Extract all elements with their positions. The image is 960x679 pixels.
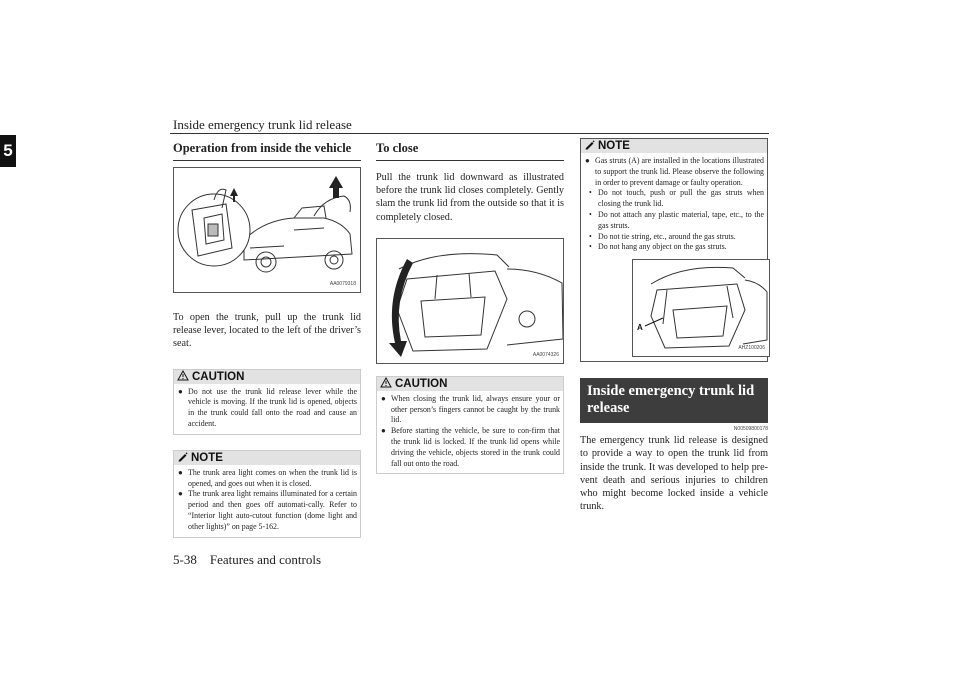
caution-box-to-close [376,376,564,475]
list-item [177,468,357,490]
figure-code: AA0074326 [532,351,559,358]
note-item-text: The trunk area light remains illuminated for a certain period and then goes off automati-cally. Refer to “Interior light auto-cutout function (dome light and other lights)” on page 5-162. [188,489,357,531]
sub-bullet-icon: • [589,242,592,252]
caution-list [380,394,560,470]
sub-list-item [584,210,764,232]
column-to-close [376,138,564,474]
running-header: Inside emergency trunk lid release [173,117,352,132]
figure-trunk-release-lever [173,167,361,293]
list-item [380,426,560,469]
sub-list-item [584,232,764,243]
sub-item-text: Do not touch, push or pull the gas struts when closing the trunk lid. [598,188,764,209]
header-rule [170,133,769,134]
section-title-to-close: To close [376,138,564,161]
figure-closing-trunk [376,238,564,364]
figure-gas-struts [632,259,770,357]
warning-triangle-icon [177,370,189,384]
gas-strut-illustration [633,260,769,356]
note-header [174,451,360,465]
column-operation-inside [173,138,361,538]
note-intro-text: Gas struts (A) are installed in the locations illustrated to support the trunk lid. Please observe the following in order to prevent damage or faulty operation. [595,156,764,187]
pencil-icon [177,451,188,465]
caution-item-text: When closing the trunk lid, always ensure your or other person’s fingers cannot be caught by the trunk lid. [391,393,560,425]
caution-list [177,387,357,430]
running-footer [173,552,321,568]
note-sub-list [584,188,764,253]
figure-code: AA0079318 [329,281,356,287]
car-trunk-open-illustration [174,168,361,292]
sub-item-text: Do not hang any object on the gas struts. [598,242,727,252]
paragraph-emergency-release: The emergency trunk lid release is designed to provide a way to open the trunk lid from inside the trunk. It was developed to help pre-vent death and serious injuries to children who might become locked inside a vehicle trunk. [580,435,768,513]
section-banner-emergency-release: Inside emergency trunk lid release [580,378,768,423]
note-list [177,468,357,533]
note-header [581,139,767,153]
bullet-icon: ● [381,426,386,436]
list-item [584,156,764,253]
strut-label-a: A [637,323,643,333]
caution-header [377,377,563,391]
sub-list-item [584,242,764,253]
note-item-text: The trunk area light comes on when the trunk lid is opened, and goes out when it is closed. [188,467,357,488]
caution-box-operation [173,369,361,435]
bullet-icon: ● [585,156,590,165]
paragraph-to-close: Pull the trunk lid downward as illustrated before the trunk lid closes completely. Gently slam the trunk lid from the outside so that it is completely closed. [376,172,564,223]
bullet-icon: ● [178,489,183,499]
caution-label: CAUTION [395,377,448,390]
caution-item-text: Before starting the vehicle, be sure to con-firm that the trunk lid is locked. If the trunk lid opens while driving the vehicle, objects stored in the trunk could fall out onto the road. [391,426,560,468]
figure-code: AHZ100206 [738,345,765,352]
car-trunk-closing-illustration [377,239,564,363]
sub-item-text: Do not tie string, etc., around the gas struts. [598,231,736,241]
note-box-operation [173,450,361,538]
page-number: 5-38 [173,552,197,567]
chapter-tab: 5 [0,135,16,167]
note-label: NOTE [191,451,223,464]
list-item [177,387,357,430]
bullet-icon: ● [178,386,183,396]
footer-section: Features and controls [209,552,322,567]
sub-bullet-icon: • [589,188,592,198]
note-box-gas-struts [580,138,768,362]
note-label: NOTE [598,140,630,152]
sub-list-item [584,188,764,210]
bullet-icon: ● [381,393,386,403]
sub-bullet-icon: • [589,231,592,241]
section-title-operation: Operation from inside the vehicle [173,138,361,161]
document-id: N00509800178 [733,426,768,433]
caution-header [174,370,360,384]
sub-bullet-icon: • [589,209,592,219]
list-item [177,489,357,532]
caution-item-text: Do not use the trunk lid release lever while the vehicle is moving. If the trunk lid is opened, objects in the trunk could fall onto the road and cause an accident. [188,386,357,428]
column-gas-struts [580,138,768,513]
note-list [584,156,764,253]
list-item [380,394,560,426]
caution-label: CAUTION [192,370,245,383]
warning-triangle-icon [380,377,392,391]
bullet-icon: ● [178,467,183,477]
paragraph-open-trunk: To open the trunk, pull up the trunk lid release lever, located to the left of the driver’s seat. [173,312,361,350]
pencil-icon [584,139,595,153]
sub-item-text: Do not attach any plastic material, tape, etc., to the gas struts. [598,209,764,230]
